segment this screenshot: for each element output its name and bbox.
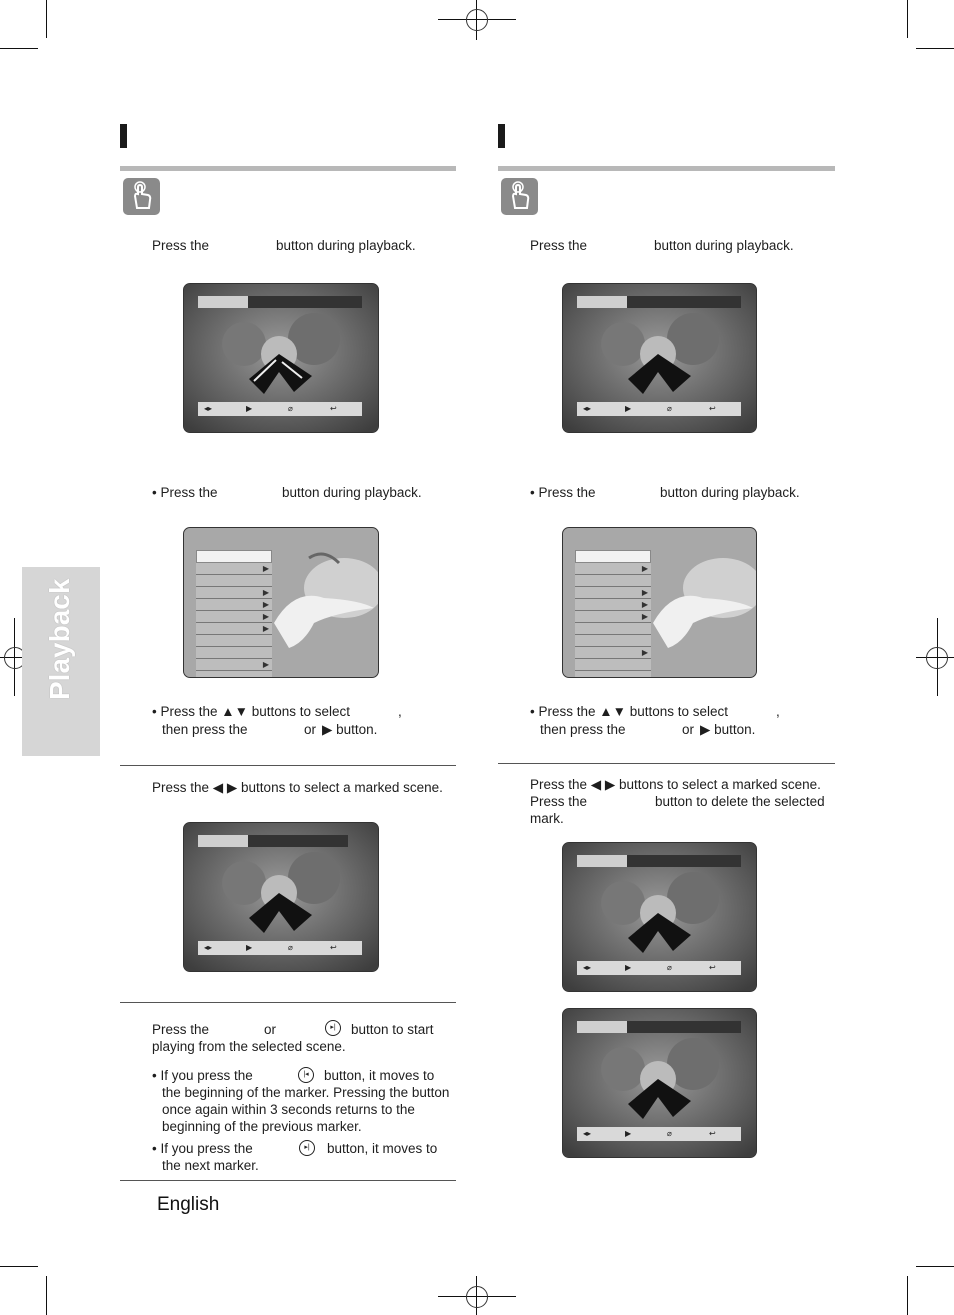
left-step4-text: Press the ◀ ▶ buttons to select a marked scene. — [152, 780, 443, 795]
left-bullet1-e: beginning of the previous marker. — [162, 1119, 362, 1134]
right-screen-2 — [562, 842, 757, 992]
left-step5-p1d: playing from the selected scene. — [152, 1039, 346, 1054]
registration-mark-bottom — [466, 1286, 488, 1308]
osd-glyph: ◂▸ — [583, 404, 592, 413]
left-bullet1-d: once again within 3 seconds returns to the — [162, 1102, 415, 1117]
left-bullet2-b: button, it moves to — [327, 1141, 438, 1156]
osd-glyph: ▶ — [625, 963, 632, 972]
right-step1-after: button during playback. — [654, 238, 794, 253]
right-step4-l3: mark. — [530, 811, 564, 826]
osd-glyph: ▶ — [246, 943, 253, 952]
left-step5-p1c: button to start — [351, 1022, 434, 1037]
osd-glyph: ⌀ — [288, 404, 293, 413]
osd-bottom-bar — [577, 1127, 741, 1141]
osd-glyph: ⌀ — [667, 404, 672, 413]
osd-glyph: ▶ — [246, 404, 253, 413]
osd-glyph: ⌀ — [288, 943, 293, 952]
osd-glyph: ↩ — [709, 963, 716, 972]
osd-glyph: ◂▸ — [204, 943, 213, 952]
left-step1-after: button during playback. — [276, 238, 416, 253]
left-step2-after: button during playback. — [282, 485, 422, 500]
left-step3-line2b: or — [304, 722, 317, 737]
osd-bottom-bar — [577, 961, 741, 975]
left-step3-comma: , — [398, 704, 402, 719]
left-step3-line1: • Press the ▲▼ buttons to select — [152, 704, 351, 719]
right-step2-before: • Press the — [530, 485, 596, 500]
osd-bottom-bar — [198, 941, 362, 955]
skip-back-button-icon: |◂ — [298, 1067, 314, 1083]
left-step3-line2a: then press the — [162, 722, 248, 737]
left-bullet2-a: • If you press the — [152, 1141, 253, 1156]
left-bullet1-a: • If you press the — [152, 1068, 253, 1083]
left-step5-p1b: or — [264, 1022, 277, 1037]
registration-mark-right — [926, 647, 948, 669]
left-bullet1-c: the beginning of the marker. Pressing the button — [162, 1085, 450, 1100]
right-screen-3 — [562, 1008, 757, 1158]
left-title-bar — [120, 124, 127, 148]
skip-forward-button-icon: ▸| — [325, 1020, 341, 1036]
osd-glyph: ◂▸ — [204, 404, 213, 413]
left-step5-p1a: Press the — [152, 1022, 210, 1037]
left-screen-2 — [183, 822, 379, 972]
right-step3-line2c: ▶ button. — [700, 722, 756, 737]
side-tab — [22, 567, 100, 756]
left-step2-before: • Press the — [152, 485, 218, 500]
right-step3-line2a: then press the — [540, 722, 626, 737]
osd-glyph: ◂▸ — [583, 1129, 592, 1138]
left-bullet2-c: the next marker. — [162, 1158, 259, 1173]
right-step4-l1: Press the ◀ ▶ buttons to select a marked scene. — [530, 777, 821, 792]
right-title-rule — [498, 166, 835, 171]
left-step1-before: Press the — [152, 238, 210, 253]
right-menu-screen: ▶ ▶ ▶ ▶ ▶ — [562, 527, 757, 678]
right-step4-l2a: Press the — [530, 794, 588, 809]
osd-glyph: ↩ — [330, 404, 337, 413]
right-hand-icon — [501, 178, 538, 215]
left-step3-line2c: ▶ button. — [322, 722, 378, 737]
osd-glyph: ⌀ — [667, 963, 672, 972]
osd-glyph: ◂▸ — [583, 963, 592, 972]
right-step3-comma: , — [776, 704, 780, 719]
right-screen-1 — [562, 283, 757, 433]
left-title-rule — [120, 166, 456, 171]
osd-bottom-bar — [198, 402, 362, 416]
osd-glyph: ↩ — [330, 943, 337, 952]
footer-language: English — [157, 1194, 220, 1215]
left-hand-icon — [123, 178, 160, 215]
osd-bottom-bar — [577, 402, 741, 416]
osd-glyph: ▶ — [625, 1129, 632, 1138]
left-screen-1 — [183, 283, 379, 433]
right-title-bar — [498, 124, 505, 148]
left-bullet1-b: button, it moves to — [324, 1068, 435, 1083]
right-step3-line2b: or — [682, 722, 695, 737]
osd-glyph: ▶ — [625, 404, 632, 413]
registration-mark-top — [466, 9, 488, 31]
side-tab-label: Playback — [44, 578, 75, 700]
osd-glyph: ↩ — [709, 1129, 716, 1138]
osd-glyph: ↩ — [709, 404, 716, 413]
right-step4-l2b: button to delete the selected — [655, 794, 825, 809]
skip-next-button-icon: ▸| — [299, 1140, 315, 1156]
right-step3-line1: • Press the ▲▼ buttons to select — [530, 704, 729, 719]
right-step1-before: Press the — [530, 238, 588, 253]
left-menu-screen: ▶ ▶ ▶ ▶ ▶ ▶ — [183, 527, 379, 678]
right-step2-after: button during playback. — [660, 485, 800, 500]
osd-glyph: ⌀ — [667, 1129, 672, 1138]
